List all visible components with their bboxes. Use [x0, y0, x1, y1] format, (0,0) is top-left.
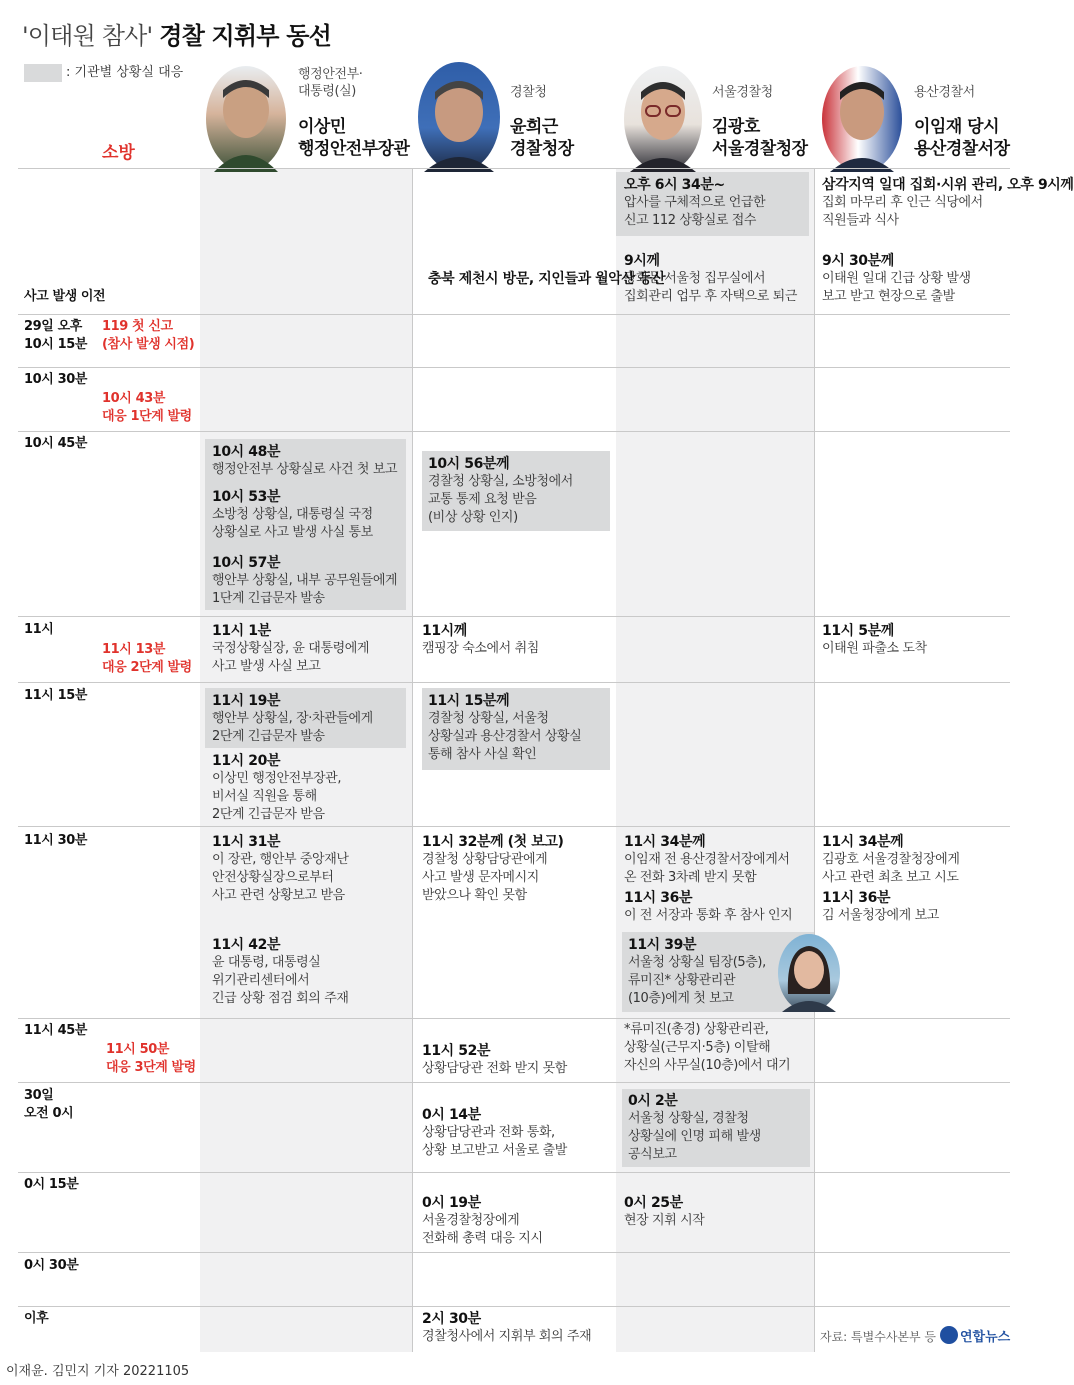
source-note: 자료: 특별수사본부 등 — [820, 1330, 937, 1344]
timeline-divider — [18, 367, 1010, 368]
event-president-briefed: 11시 1분 국정상황실장, 윤 대통령에게 사고 발생 사실 보고 — [212, 623, 370, 674]
person-org-yongsan-police: 용산경찰서 — [914, 85, 975, 100]
timeline-divider — [18, 682, 1010, 683]
footnote-situation-manager: *류미진(총경) 상황관리관, 상황실(근무지·5층) 이탈해 자신의 사무실(10층)에서 대기 — [624, 1022, 791, 1073]
time-label: 30일 오전 0시 — [24, 1088, 74, 1121]
column-stripe-seoul — [616, 168, 814, 1352]
fire-event: 10시 43분 대응 1단계 발령 — [102, 391, 192, 424]
person-org-police-agency: 경찰청 — [510, 85, 547, 100]
time-label: 이후 — [24, 1311, 49, 1326]
person-name-police-chief: 윤희근 경찰청장 — [510, 117, 574, 159]
yonhap-logo-icon — [940, 1326, 958, 1344]
event-casualty-report: 0시 2분 서울청 상황실, 경찰청 상황실에 인명 피해 발생 공식보고 — [628, 1093, 761, 1162]
time-label: 0시 30분 — [24, 1258, 79, 1273]
fire-column-header: 소방 — [102, 143, 135, 163]
fire-event: 11시 50분 대응 3단계 발령 — [106, 1042, 196, 1075]
person-org-minister: 행정안전부· 대통령(실) — [298, 67, 363, 99]
timeline-divider — [18, 1082, 1010, 1083]
portrait-icon — [418, 62, 500, 172]
time-label: 10시 30분 — [24, 372, 88, 387]
event-minister-received-text: 11시 20분 이상민 행정안전부장관, 비서실 직원을 통해 2단계 긴급문자 받음 — [212, 753, 342, 822]
time-label: 10시 45분 — [24, 436, 88, 451]
event-yongsan-reported: 11시 36분 김 서울청장에게 보고 — [822, 890, 939, 923]
person-name-minister: 이상민 행정안전부장관 — [298, 117, 410, 159]
person-org-seoul-police: 서울경찰청 — [712, 85, 773, 100]
timeline-divider — [18, 826, 1010, 827]
event-hq-meeting: 2시 30분 경찰청사에서 지휘부 회의 주재 — [422, 1311, 592, 1344]
event-stage2-text: 11시 19분 행안부 상황실, 장·차관들에게 2단계 긴급문자 발송 — [212, 693, 373, 744]
portrait-icon — [778, 934, 840, 1012]
person-name-seoul-chief: 김광호 서울경찰청장 — [712, 117, 808, 159]
event-fire-notification: 10시 53분 소방청 상황실, 대통령실 국정 상황실로 사고 발생 사실 통보 — [212, 489, 373, 540]
event-seoul-aware: 11시 36분 이 전 서장과 통화 후 참사 인지 — [624, 890, 793, 923]
agency-logo-text: 연합뉴스 — [960, 1330, 1011, 1345]
timeline-divider — [18, 431, 1010, 432]
person-name-yongsan-chief: 이임재 당시 용산경찰서장 — [914, 117, 1010, 159]
event-police-missed-call: 11시 52분 상황담당관 전화 받지 못함 — [422, 1043, 567, 1076]
timeline-divider — [18, 616, 1010, 617]
portrait-icon — [822, 66, 902, 172]
timeline-divider — [18, 1018, 1010, 1019]
event-police-confirmed: 11시 15분께 경찰청 상황실, 서울청 상황실과 용산경찰서 상황실 통해 참사 사실 확인 — [428, 693, 582, 762]
event-police-chief-hiking: 충북 제천시 방문, 지인들과 월악산 등산 — [428, 271, 666, 287]
timeline-divider — [18, 168, 1010, 169]
event-mois-first-report: 10시 48분 행정안전부 상황실로 사건 첫 보고 — [212, 444, 398, 477]
event-field-command: 0시 25분 현장 지휘 시작 — [624, 1195, 705, 1228]
event-stage1-text: 10시 57분 행안부 상황실, 내부 공무원들에게 1단계 긴급문자 발송 — [212, 555, 398, 606]
legend-swatch — [24, 64, 62, 82]
column-separator — [814, 168, 815, 1352]
time-label: 11시 15분 — [24, 688, 88, 703]
portrait-icon — [206, 66, 286, 172]
event-police-chief-first-report: 11시 32분께 (첫 보고) 경찰청 상황담당관에게 사고 발생 문자메시지 받았으나 확인 못함 — [422, 834, 564, 903]
time-label: 29일 오후 10시 15분 — [24, 319, 88, 352]
event-police-traffic-request: 10시 56분께 경찰청 상황실, 소방청에서 교통 통제 요청 받음 (비상 상황 인지) — [428, 456, 573, 525]
event-all-out-order: 0시 19분 서울경찰청장에게 전화해 총력 대응 지시 — [422, 1195, 543, 1246]
event-seoul-situation-manager: 11시 39분 서울청 상황실 팀장(5층), 류미진* 상황관리관 (10층)에게 첫 보고 — [628, 937, 766, 1006]
event-yongsan-departure: 9시 30분께 이태원 일대 긴급 상황 발생 보고 받고 현장으로 출발 — [822, 253, 971, 304]
event-seoul-chief-commute: 9시께 광화문 서울청 집무실에서 집회관리 업무 후 자택으로 퇴근 — [624, 253, 797, 304]
event-minister-situation-report: 11시 31분 이 장관, 행안부 중앙재난 안전상황실장으로부터 사고 관련 상황보고 받음 — [212, 834, 349, 903]
event-yongsan-report-attempt: 11시 34분께 김광호 서울경찰청장에게 사고 관련 최초 보고 시도 — [822, 834, 960, 885]
time-label: 사고 발생 이전 — [24, 289, 106, 304]
time-label: 11시 30분 — [24, 833, 88, 848]
timeline-divider — [18, 1172, 1010, 1173]
time-label: 0시 15분 — [24, 1177, 79, 1192]
event-seoul-report-received: 오후 6시 34분~ 압사를 구체적으로 언급한 신고 112 상황실로 접수 — [624, 177, 766, 228]
timeline-divider — [18, 1252, 1010, 1253]
timeline-divider — [18, 1306, 1010, 1307]
column-separator — [412, 168, 413, 1352]
event-yongsan-arrival: 11시 5분께 이태원 파출소 도착 — [822, 623, 927, 656]
timeline-divider — [18, 314, 1010, 315]
time-label: 11시 45분 — [24, 1023, 88, 1038]
event-police-chief-asleep: 11시께 캠핑장 숙소에서 취침 — [422, 623, 539, 656]
page-title: '이태원 참사' 경찰 지휘부 동선 — [22, 22, 332, 50]
legend-label: : 기관별 상황실 대응 — [66, 65, 184, 80]
time-label: 11시 — [24, 622, 54, 637]
fire-event: 11시 13분 대응 2단계 발령 — [102, 642, 192, 675]
event-seoul-missed-calls: 11시 34분께 이임재 전 용산경찰서장에게서 온 전화 3차례 받지 못함 — [624, 834, 790, 885]
byline: 이재윤. 김민지 기자 20221105 — [6, 1364, 190, 1379]
event-yongsan-rally-dinner: 삼각지역 일대 집회·시위 관리, 오후 9시께 집회 마무리 후 인근 식당에서 직원들과 식사 — [822, 177, 1074, 228]
event-president-meeting: 11시 42분 윤 대통령, 대통령실 위기관리센터에서 긴급 상황 점검 회의 주재 — [212, 937, 349, 1006]
event-police-chief-departure: 0시 14분 상황담당관과 전화 통화, 상황 보고받고 서울로 출발 — [422, 1107, 567, 1158]
fire-event: 119 첫 신고 (참사 발생 시점) — [102, 319, 195, 352]
portrait-icon — [624, 66, 702, 172]
